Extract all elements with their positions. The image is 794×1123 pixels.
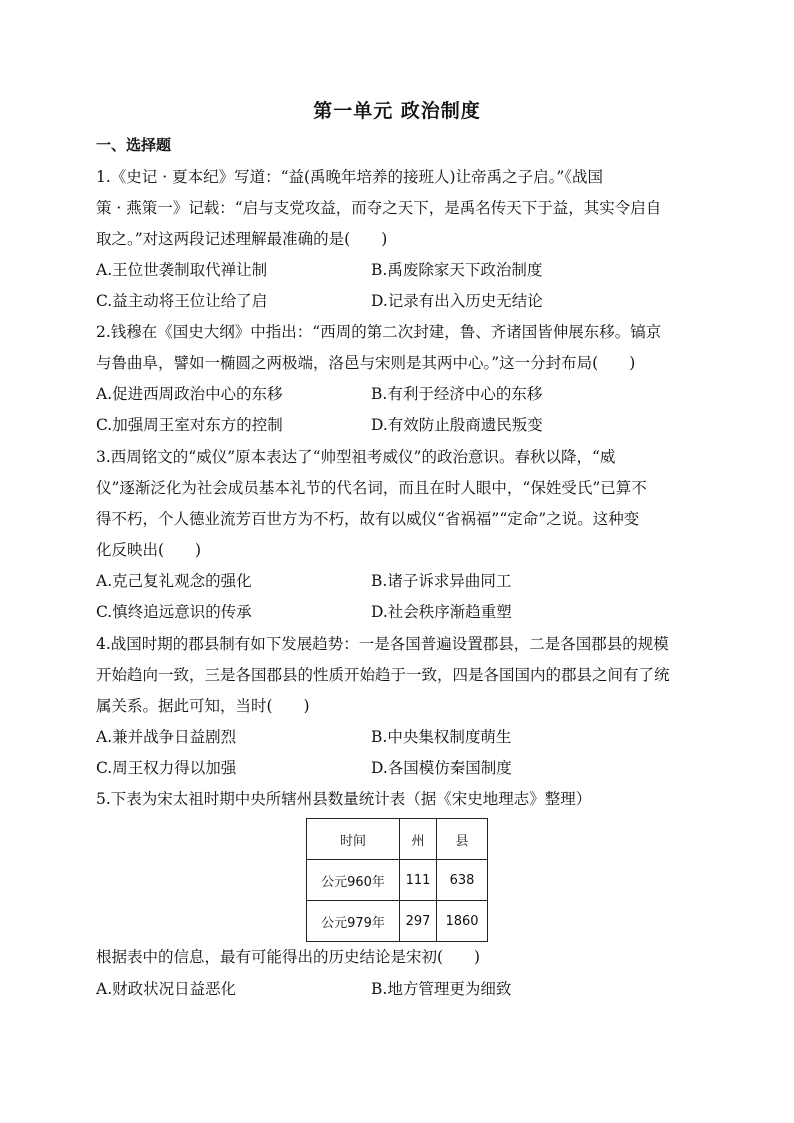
table-cell: 公元960年 bbox=[307, 860, 400, 901]
question-3-line-1: 3.西周铭文的“威仪”原本表达了“帅型祖考威仪”的政治意识。春秋以降，“威 bbox=[96, 448, 616, 466]
question-4-option-d: D.各国模仿秦国制度 bbox=[371, 759, 512, 777]
question-2-option-c: C.加强周王室对东方的控制 bbox=[96, 416, 283, 434]
question-1-option-d: D.记录有出入历史无结论 bbox=[371, 292, 543, 310]
page-title: 第一单元 政治制度 bbox=[313, 100, 481, 122]
question-4-line-3: 属关系。据此可知，当时( ) bbox=[96, 697, 310, 715]
table-row bbox=[307, 901, 488, 942]
question-2-option-a: A.促进西周政治中心的东移 bbox=[96, 385, 283, 403]
question-5-option-b: B.地方管理更为细致 bbox=[371, 980, 512, 998]
table-header-cell: 县 bbox=[437, 819, 488, 860]
question-2-line-2: 与鲁曲阜，譬如一椭圆之两极端，洛邑与宋则是其两中心。”这一分封布局( ) bbox=[96, 354, 636, 372]
question-3-line-2: 仪”逐渐泛化为社会成员基本礼节的代名词，而且在时人眼中，“保姓受氏”已算不 bbox=[96, 479, 647, 497]
question-1-option-a: A.王位世袭制取代禅让制 bbox=[96, 261, 268, 279]
question-1-option-b: B.禹废除家天下政治制度 bbox=[371, 261, 543, 279]
table-row bbox=[307, 860, 488, 901]
question-4-line-1: 4.战国时期的郡县制有如下发展趋势：一是各国普遍设置郡县，二是各国郡县的规模 bbox=[96, 635, 669, 653]
question-2-option-d: D.有效防止殷商遗民叛变 bbox=[371, 416, 543, 434]
question-4-option-b: B.中央集权制度萌生 bbox=[371, 728, 512, 746]
question-5-intro: 5.下表为宋太祖时期中央所辖州县数量统计表（据《宋史地理志》整理） bbox=[96, 790, 592, 808]
section-heading: 一、选择题 bbox=[96, 136, 172, 154]
question-4-option-c: C.周王权力得以加强 bbox=[96, 759, 237, 777]
question-2-option-b: B.有利于经济中心的东移 bbox=[371, 385, 543, 403]
table-header-row bbox=[307, 819, 488, 860]
table-header-cell: 时间 bbox=[307, 819, 400, 860]
question-3-option-d: D.社会秩序渐趋重塑 bbox=[371, 603, 512, 621]
question-1-line-3: 取之。”对这两段记述理解最准确的是( ) bbox=[96, 230, 388, 248]
question-3-line-4: 化反映出( ) bbox=[96, 541, 202, 559]
table-cell: 1860 bbox=[437, 901, 488, 942]
table-cell: 公元979年 bbox=[307, 901, 400, 942]
table-cell: 638 bbox=[437, 860, 488, 901]
prefecture-county-table bbox=[306, 818, 488, 942]
question-2-line-1: 2.钱穆在《国史大纲》中指出：“西周的第二次封建，鲁、齐诸国皆伸展东移。镐京 bbox=[96, 323, 662, 341]
question-3-option-c: C.慎终追远意识的传承 bbox=[96, 603, 252, 621]
question-1-option-c: C.益主动将王位让给了启 bbox=[96, 292, 268, 310]
question-4-option-a: A.兼并战争日益剧烈 bbox=[96, 728, 237, 746]
question-3-option-b: B.诸子诉求异曲同工 bbox=[371, 572, 512, 590]
table-cell: 111 bbox=[400, 860, 437, 901]
question-4-line-2: 开始趋向一致，三是各国郡县的性质开始趋于一致，四是各国国内的郡县之间有了统 bbox=[96, 666, 670, 684]
question-5-option-a: A.财政状况日益恶化 bbox=[96, 980, 237, 998]
table-header-cell: 州 bbox=[400, 819, 437, 860]
question-5-stem: 根据表中的信息，最有可能得出的历史结论是宋初( ) bbox=[96, 948, 481, 966]
question-1-line-1: 1.《史记 · 夏本纪》写道：“益(禹晚年培养的接班人)让帝禹之子启。”《战国 bbox=[96, 168, 604, 186]
question-3-option-a: A.克己复礼观念的强化 bbox=[96, 572, 252, 590]
table-cell: 297 bbox=[400, 901, 437, 942]
question-1-line-2: 策 · 燕策一》记载：“启与支党攻益，而夺之天下，是禹名传天下于益，其实令启自 bbox=[96, 199, 662, 217]
question-3-line-3: 得不朽，个人德业流芳百世方为不朽，故有以威仪“省祸福”“定命”之说。这种变 bbox=[96, 510, 640, 528]
